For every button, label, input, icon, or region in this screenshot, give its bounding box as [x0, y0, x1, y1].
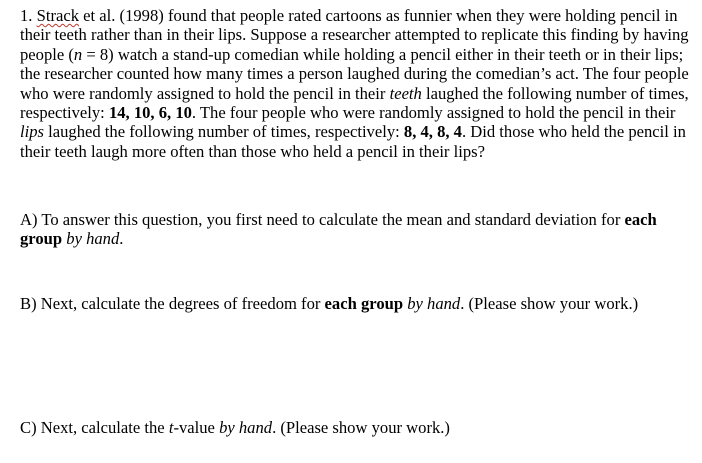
t-variable: t — [168, 418, 174, 437]
q1-text-3: laughed the following number of times, respectively: — [20, 83, 689, 123]
part-c-text-1: C) Next, calculate the — [20, 418, 169, 437]
part-b-text — [20, 294, 690, 313]
part-c-text-3: . (Please show your work.) — [272, 418, 450, 437]
q1-text-6: . Did those who held the pencil in their teeth laugh more often than those who held a pencil in their lips? — [20, 122, 686, 161]
part-c-text — [20, 418, 690, 437]
part-a-italic: by hand — [66, 229, 120, 249]
n-variable: n — [73, 44, 83, 64]
part-c-text-2: -value — [173, 418, 220, 437]
part-b-text-3: . (Please show your work.) — [460, 294, 639, 313]
q1-text-4: . The four people who were randomly assigned to hold the pencil in their — [191, 103, 676, 123]
part-b-italic: by hand — [407, 294, 461, 313]
part-a-bold: each group — [20, 210, 657, 249]
part-c-italic: by hand — [219, 418, 273, 437]
lips-emphasis: lips — [20, 122, 44, 142]
part-a-text-1: A) To answer this question, you first need to calculate the mean and standard deviation for — [20, 210, 625, 229]
lips-values: 8, 4, 8, 4 — [403, 122, 462, 142]
q1-text-5: laughed the following number of times, respectively: — [43, 122, 404, 142]
question-1-text — [20, 6, 690, 161]
part-a-text — [20, 210, 690, 249]
part-a-text-3: . — [119, 229, 124, 249]
q1-text-2: = 8) watch a stand-up comedian while holding a pencil either in their teeth or in their lips; the researcher counted how many times a person laughed during the comedian’s act. The four people who were randomly assigned to hold the pencil in their — [20, 44, 689, 103]
part-b-bold: each group — [324, 294, 404, 313]
q1-text-1: et al. (1998) found that people rated cartoons as funnier when they were holding pencil in their teeth rather than in their lips. Suppose a researcher attempted to replicate this finding by having people ( — [20, 6, 689, 64]
part-b-text-1: B) Next, calculate the degrees of freedom for — [20, 294, 325, 313]
teeth-emphasis: teeth — [389, 83, 422, 103]
question-number: 1. — [20, 6, 33, 25]
spellcheck-author-name[interactable]: Strack — [36, 6, 80, 25]
teeth-values: 14, 10, 6, 10 — [108, 103, 192, 123]
